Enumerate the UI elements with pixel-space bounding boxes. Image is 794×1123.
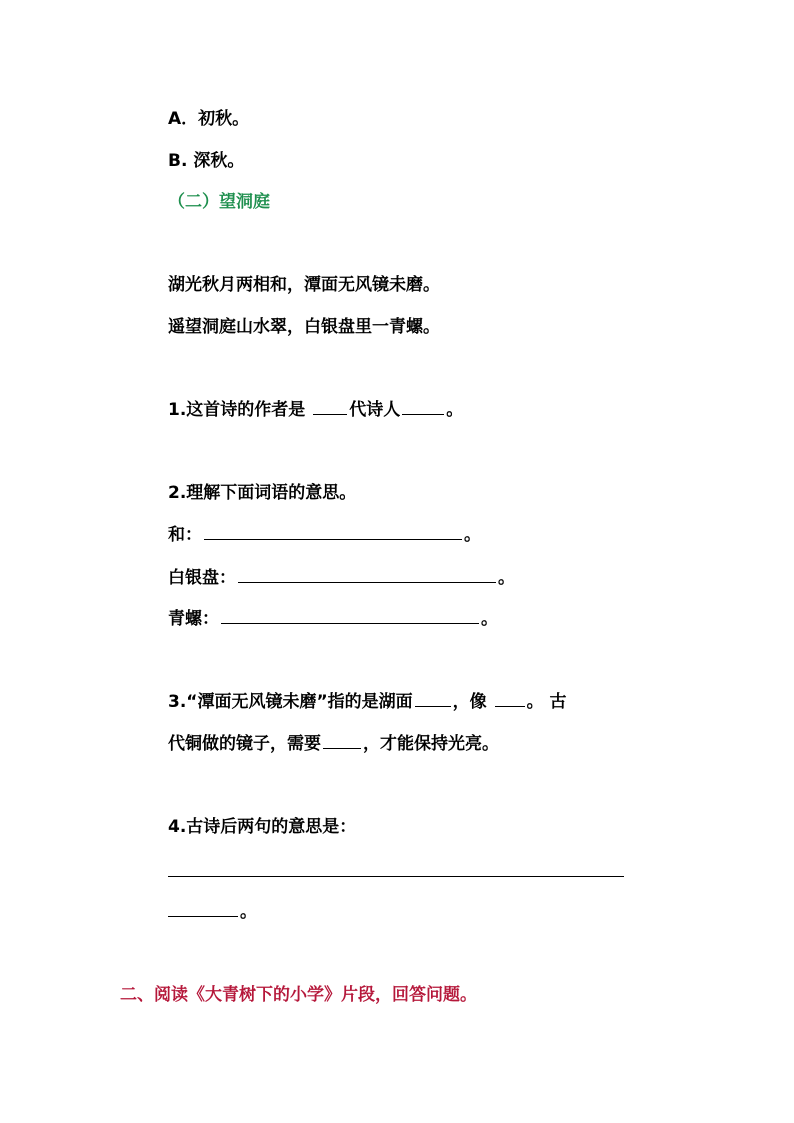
option-a: A．初秋。 (168, 109, 250, 129)
q1-suffix: 。 (446, 400, 464, 420)
q2-item1-end: 。 (464, 525, 481, 545)
question-4-title: 4.古诗后两句的意思是： (168, 817, 357, 837)
q3-blank-1[interactable] (415, 690, 451, 707)
q1-middle: 代诗人 (349, 400, 401, 420)
question-3-line-2 (168, 732, 499, 756)
question-3-line-1 (168, 690, 566, 714)
q2-item3-label: 青螺： (168, 609, 219, 629)
q2-item2-blank[interactable] (238, 566, 496, 583)
q4-blank[interactable] (168, 900, 238, 917)
q2-item1-label: 和： (168, 525, 202, 545)
q4-answer-line-2 (168, 900, 257, 924)
q1-blank-dynasty[interactable] (313, 398, 347, 415)
q2-item2-label: 白银盘： (168, 568, 236, 588)
q2-item1-blank[interactable] (204, 523, 462, 540)
section-title: （二）望洞庭 (168, 192, 270, 212)
q3-part2: ，像 (452, 692, 493, 712)
q4-answer-line[interactable] (168, 876, 624, 877)
q2-item3-end: 。 (481, 609, 498, 629)
q3-line2-part1: 代铜做的镜子，需要 (168, 734, 321, 754)
q3-line2-part2: ，才能保持光亮。 (363, 734, 499, 754)
poem-line-2: 遥望洞庭山水翠，白银盘里一青螺。 (168, 317, 440, 337)
q2-item-baiyinpan (168, 566, 515, 590)
option-b: B. 深秋。 (168, 151, 245, 171)
question-1 (168, 398, 463, 422)
q1-blank-poet[interactable] (402, 398, 444, 415)
q2-item2-end: 。 (498, 568, 515, 588)
q2-item-he (168, 523, 481, 547)
q3-part3: 。 古 (526, 692, 567, 712)
section-2-title: 二、阅读《大青树下的小学》片段，回答问题。 (120, 985, 477, 1005)
q3-blank-2[interactable] (495, 690, 525, 707)
q3-part1: 3.“潭面无风镜未磨”指的是湖面 (168, 692, 413, 712)
q2-item-qingluo (168, 607, 498, 631)
q2-item3-blank[interactable] (221, 607, 479, 624)
q3-blank-3[interactable] (323, 732, 361, 749)
q1-prefix: 1.这首诗的作者是 (168, 400, 312, 420)
question-2-title: 2.理解下面词语的意思。 (168, 483, 357, 503)
poem-line-1: 湖光秋月两相和，潭面无风镜未磨。 (168, 275, 440, 295)
q4-end: 。 (240, 902, 257, 922)
